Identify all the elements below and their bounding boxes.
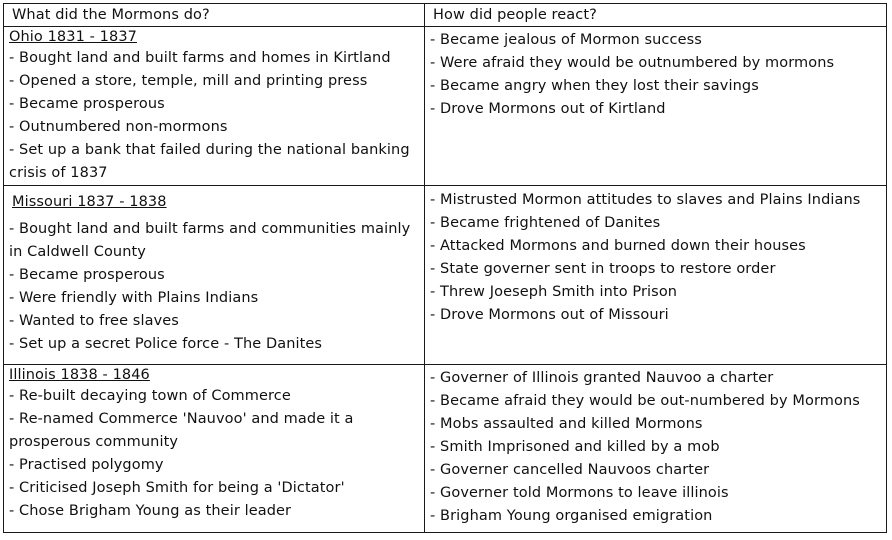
list-item: - Mistrusted Mormon attitudes to slaves and Plains Indians [430,192,861,208]
list-item: - Re-built decaying town of Commerce [9,388,291,404]
reactions-list [430,365,882,528]
actions-list [9,218,420,356]
list-item: - Practised polygomy [9,457,164,473]
list-item: - Smith Imprisoned and killed by a mob [430,439,720,455]
actions-list [9,385,420,523]
list-item: - Were afraid they would be outnumbered by mormons [430,55,835,71]
list-item: - Attacked Mormons and burned down their houses [430,238,806,254]
section-heading: Ohio 1831 - 1837 [9,29,137,45]
reactions-list [430,186,882,327]
list-item: - Became afraid they would be out-numbered by Mormons [430,393,860,409]
list-item: - Governer cancelled Nauvoos charter [430,462,710,478]
list-item: - Became prosperous [9,96,165,112]
reactions-cell [425,27,887,186]
section-heading: Illinois 1838 - 1846 [9,367,150,383]
list-item: - Threw Joeseph Smith into Prison [430,284,678,300]
header-left: What did the Mormons do? [4,4,425,27]
list-item: - Opened a store, temple, mill and printing press [9,73,368,89]
list-item: - Bought land and built farms and communities mainly in Caldwell County [9,221,411,260]
table-row [4,27,887,186]
list-item: - Outnumbered non-mormons [9,119,228,135]
list-item: - Wanted to free slaves [9,313,179,329]
actions-cell [4,365,425,533]
actions-cell [4,186,425,365]
reactions-cell [425,365,887,533]
list-item: - Became prosperous [9,267,165,283]
list-item: - Mobs assaulted and killed Mormons [430,416,703,432]
list-item: - State governer sent in troops to restore order [430,261,776,277]
list-item: - Brigham Young organised emigration [430,508,713,524]
section-heading: Missouri 1837 - 1838 [12,194,167,210]
reactions-list [430,27,882,121]
list-item: - Bought land and built farms and homes in Kirtland [9,50,391,66]
mormon-history-table [3,3,887,533]
reactions-cell [425,186,887,365]
list-item: - Were friendly with Plains Indians [9,290,259,306]
list-item: - Became jealous of Mormon success [430,32,702,48]
list-item: - Drove Mormons out of Missouri [430,307,669,323]
header-right: How did people react? [425,4,887,27]
list-item: - Became frightened of Danites [430,215,661,231]
actions-list [9,47,420,185]
table-row [4,186,887,365]
list-item: - Governer of Illinois granted Nauvoo a charter [430,370,774,386]
list-item: - Set up a secret Police force - The Danites [9,336,323,352]
actions-cell [4,27,425,186]
header-row [4,4,887,27]
list-item: - Set up a bank that failed during the national banking crisis of 1837 [9,142,410,181]
list-item: - Governer told Mormons to leave illinois [430,485,729,501]
list-item: - Became angry when they lost their savings [430,78,759,94]
list-item: - Criticised Joseph Smith for being a 'Dictator' [9,480,345,496]
list-item: - Drove Mormons out of Kirtland [430,101,666,117]
list-item: - Re-named Commerce 'Nauvoo' and made it a prosperous community [9,411,354,450]
list-item: - Chose Brigham Young as their leader [9,503,292,519]
table-row [4,365,887,533]
